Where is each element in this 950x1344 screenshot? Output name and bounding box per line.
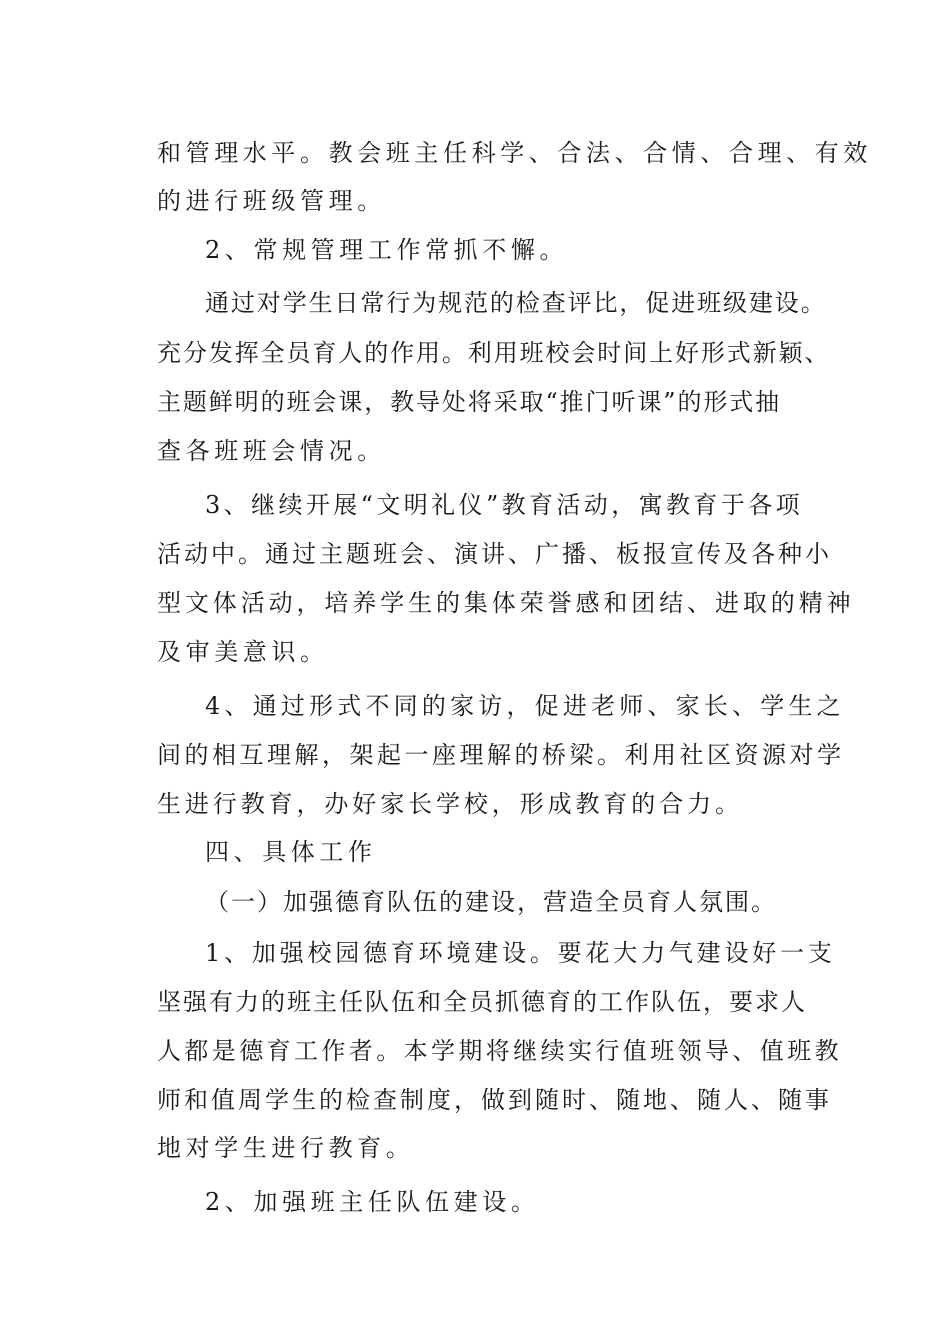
text-line: 间的相互理解，架起一座理解的桥梁。利用社区资源对学	[157, 741, 845, 769]
text-line: 活动中。通过主题班会、演讲、广播、板报宣传及各种小	[157, 540, 832, 568]
list-item-heading: 4、通过形式不同的家访，促进老师、家长、学生之	[205, 692, 845, 720]
text-line: 查各班班会情况。	[157, 437, 386, 465]
text-line: 师和值周学生的检查制度，做到随时、随地、随人、随事	[157, 1086, 832, 1114]
text-line: 地对学生进行教育。	[157, 1134, 415, 1162]
text-line: 充分发挥全员育人的作用。利用班校会时间上好形式新颖、	[157, 339, 831, 367]
section-heading: 四、具体工作	[205, 838, 377, 866]
text-line: 通过对学生日常行为规范的检查评比，促进班级建设。	[205, 289, 827, 317]
text-line: 生进行教育，办好家长学校，形成教育的合力。	[157, 790, 743, 818]
list-item-heading: 2、常规管理工作常抓不懈。	[205, 236, 569, 264]
text-line: 人都是德育工作者。本学期将继续实行值班领导、值班教	[157, 1037, 842, 1065]
text-line: 型文体活动，培养学生的集体荣誉感和团结、进取的精神	[157, 589, 855, 617]
text-line: 主题鲜明的班会课，教导处将采取“推门听课”的形式抽	[157, 388, 782, 416]
subsection-heading: （一）加强德育队伍的建设，营造全员育人氛围。	[205, 888, 777, 916]
list-item-heading: 3、继续开展“文明礼仪”教育活动，寓教育于各项	[205, 491, 804, 519]
text-line: 的进行班级管理。	[157, 187, 386, 215]
text-line: 和管理水平。教会班主任科学、合法、合情、合理、有效	[157, 139, 872, 167]
text-line: 及审美意识。	[157, 638, 329, 666]
list-item-heading: 2、加强班主任队伍建设。	[205, 1188, 540, 1216]
list-item-heading: 1、加强校园德育环境建设。要花大力气建设好一支	[205, 939, 836, 967]
text-line: 坚强有力的班主任队伍和全员抓德育的工作队伍，要求人	[157, 988, 807, 1016]
